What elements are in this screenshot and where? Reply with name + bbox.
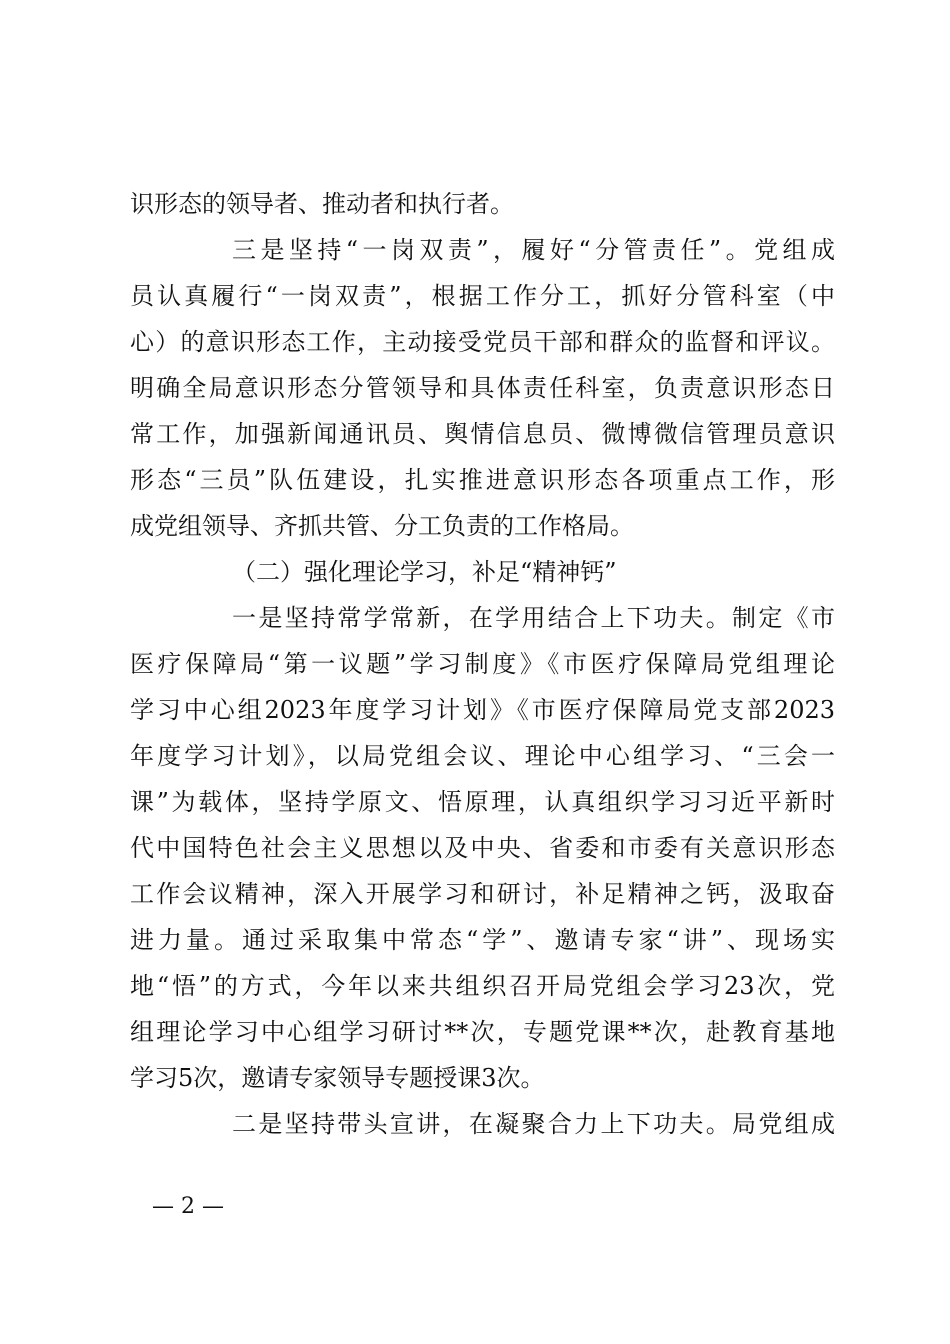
paragraph-line: 进力量。通过采取集中常态“学”、邀请专家“讲”、现场实 <box>130 926 835 954</box>
section-heading: （二）强化理论学习，补足“精神钙” <box>232 558 617 586</box>
paragraph-line: 成党组领导、齐抓共管、分工负责的工作格局。 <box>130 512 634 540</box>
paragraph-line: 三是坚持“一岗双责”，履好“分管责任”。党组成 <box>232 236 835 264</box>
paragraph-line: 二是坚持带头宣讲，在凝聚合力上下功夫。局党组成 <box>232 1110 835 1138</box>
paragraph-line: 识形态的领导者、推动者和执行者。 <box>130 190 514 218</box>
paragraph-line: 心）的意识形态工作，主动接受党员干部和群众的监督和评议。 <box>130 328 835 356</box>
paragraph-line: 学习5次，邀请专家领导专题授课3次。 <box>130 1064 545 1092</box>
paragraph-line: 地“悟”的方式，今年以来共组织召开局党组会学习23次，党 <box>130 972 835 1000</box>
paragraph-line: 学习中心组2023年度学习计划》《市医疗保障局党支部2023 <box>130 696 835 724</box>
paragraph-line: 常工作，加强新闻通讯员、舆情信息员、微博微信管理员意识 <box>130 420 835 448</box>
paragraph-line: 员认真履行“一岗双责”，根据工作分工，抓好分管科室（中 <box>130 282 835 310</box>
paragraph-line: 代中国特色社会主义思想以及中央、省委和市委有关意识形态 <box>130 834 835 862</box>
paragraph-line: 形态“三员”队伍建设，扎实推进意识形态各项重点工作，形 <box>130 466 835 494</box>
page-number: — 2 — <box>152 1194 224 1219</box>
paragraph-line: 一是坚持常学常新，在学用结合上下功夫。制定《市 <box>232 604 835 632</box>
paragraph-line: 组理论学习中心组学习研讨**次，专题党课**次，赴教育基地 <box>130 1018 835 1046</box>
paragraph-line: 明确全局意识形态分管领导和具体责任科室，负责意识形态日 <box>130 374 835 402</box>
paragraph-line: 年度学习计划》，以局党组会议、理论中心组学习、“三会一 <box>130 742 835 770</box>
paragraph-line: 课”为载体，坚持学原文、悟原理，认真组织学习习近平新时 <box>130 788 835 816</box>
paragraph-line: 工作会议精神，深入开展学习和研讨，补足精神之钙，汲取奋 <box>130 880 835 908</box>
paragraph-line: 医疗保障局“第一议题”学习制度》《市医疗保障局党组理论 <box>130 650 835 678</box>
